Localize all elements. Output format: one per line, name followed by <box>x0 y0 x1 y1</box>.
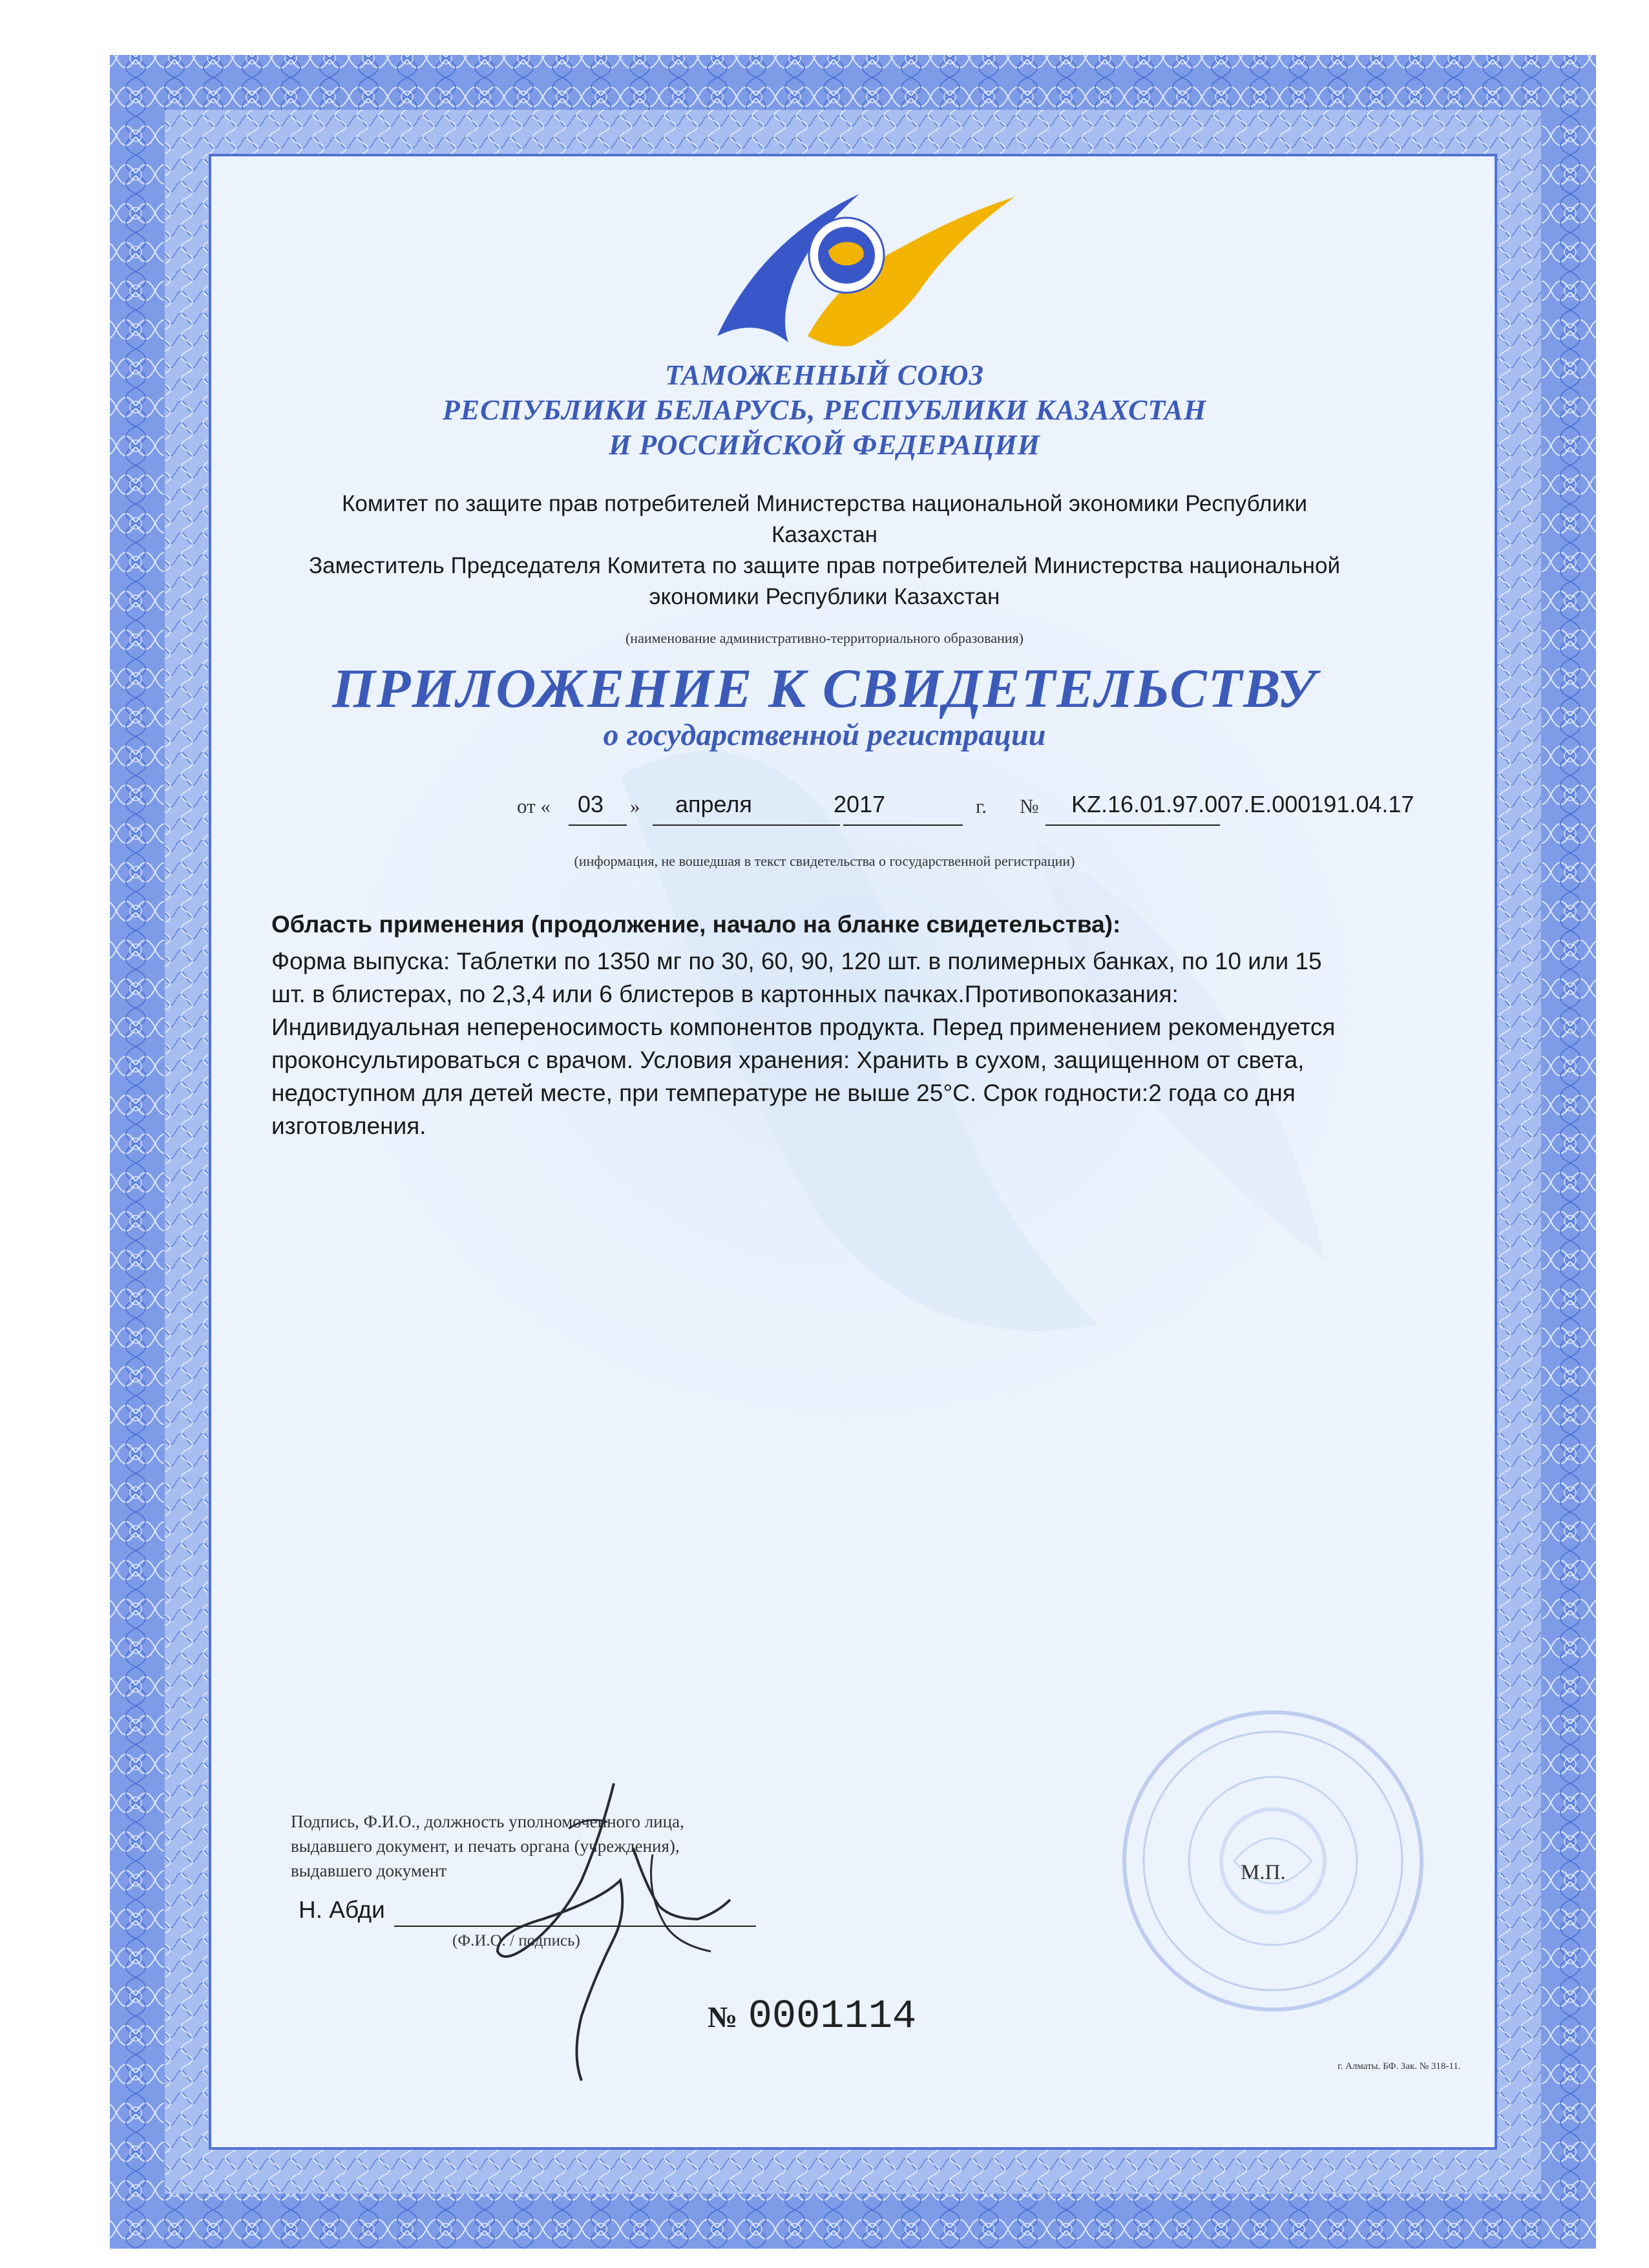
scope-line-5: недоступном для детей месте, при температуре не выше 25°C. Срок годности:2 года со дня <box>271 1080 1296 1106</box>
number-label: № <box>1020 795 1039 817</box>
scope-heading: Область применения (продолжение, начало на бланке свидетельства): <box>271 911 1121 938</box>
emblem <box>691 187 1027 349</box>
date-number-line <box>517 790 1486 828</box>
authority-line-2: Казахстан <box>771 522 877 547</box>
union-title-line-3: И РОССИЙСКОЙ ФЕДЕРАЦИИ <box>609 429 1040 461</box>
serial-number <box>708 1993 916 2039</box>
signatory-name: Н. Абди <box>299 1896 385 1923</box>
date-close-quote: » <box>630 795 640 817</box>
scope-line-3: Индивидуальная непереносимость компонентов продукта. Перед применением рекомендуется <box>271 1014 1336 1040</box>
signature-label-line-2: выдавшего документ, и печать органа (учреждения), <box>291 1836 680 1856</box>
stamp-label: М.П. <box>1241 1861 1286 1884</box>
scope-line-4: проконсультироваться с врачом. Условия хранения: Хранить в сухом, защищенном от света, <box>271 1047 1305 1073</box>
authority-line-3: Заместитель Председателя Комитета по защите прав потребителей Министерства национальной <box>308 553 1341 578</box>
serial-digits: 0001114 <box>748 1993 917 2039</box>
registration-number: KZ.16.01.97.007.E.000191.04.17 <box>1071 791 1414 817</box>
scope-line-2: шт. в блистерах, по 2,3,4 или 6 блистеров в картонных пачках.Противопоказания: <box>271 981 1179 1007</box>
authority-line-4: экономики Республики Казахстан <box>649 584 1000 609</box>
serial-symbol: № <box>708 2000 738 2033</box>
printer-note: г. Алматы. БФ. Зак. № 318-11. <box>1338 2061 1461 2072</box>
scope-line-1: Форма выпуска: Таблетки по 1350 мг по 30, 60, 90, 120 шт. в полимерных банках, по 10 или 15 <box>271 948 1322 974</box>
document-title: ПРИЛОЖЕНИЕ К СВИДЕТЕЛЬСТВУ <box>331 657 1318 719</box>
date-year: 2017 <box>834 791 886 817</box>
date-month: апреля <box>675 791 752 817</box>
date-day: 03 <box>578 791 604 817</box>
document-subtitle: о государственной регистрации <box>603 718 1046 752</box>
union-title-line-2: РЕСПУБЛИКИ БЕЛАРУСЬ, РЕСПУБЛИКИ КАЗАХСТАН <box>442 394 1207 426</box>
signature-label-line-3: выдавшего документ <box>291 1861 447 1880</box>
scope-line-6: изготовления. <box>271 1113 426 1139</box>
scope-body <box>271 945 1512 1142</box>
date-from-label: от « <box>517 795 551 817</box>
signature-label-line-1: Подпись, Ф.И.О., должность уполномоченного лица, <box>291 1812 684 1831</box>
authority-line-1: Комитет по защите прав потребителей Министерства национальной экономики Республики <box>341 491 1307 516</box>
union-title-line-1: ТАМОЖЕННЫЙ СОЮЗ <box>665 359 984 391</box>
info-caption: (информация, не вошедшая в текст свидетельства о государственной регистрации) <box>574 853 1075 869</box>
signatory-caption: (Ф.И.О. / подпись) <box>452 1932 580 1949</box>
eurasian-union-emblem-icon <box>691 187 1027 349</box>
date-year-suffix: г. <box>976 795 987 817</box>
authority-caption: (наименование административно-территориального образования) <box>625 630 1024 646</box>
